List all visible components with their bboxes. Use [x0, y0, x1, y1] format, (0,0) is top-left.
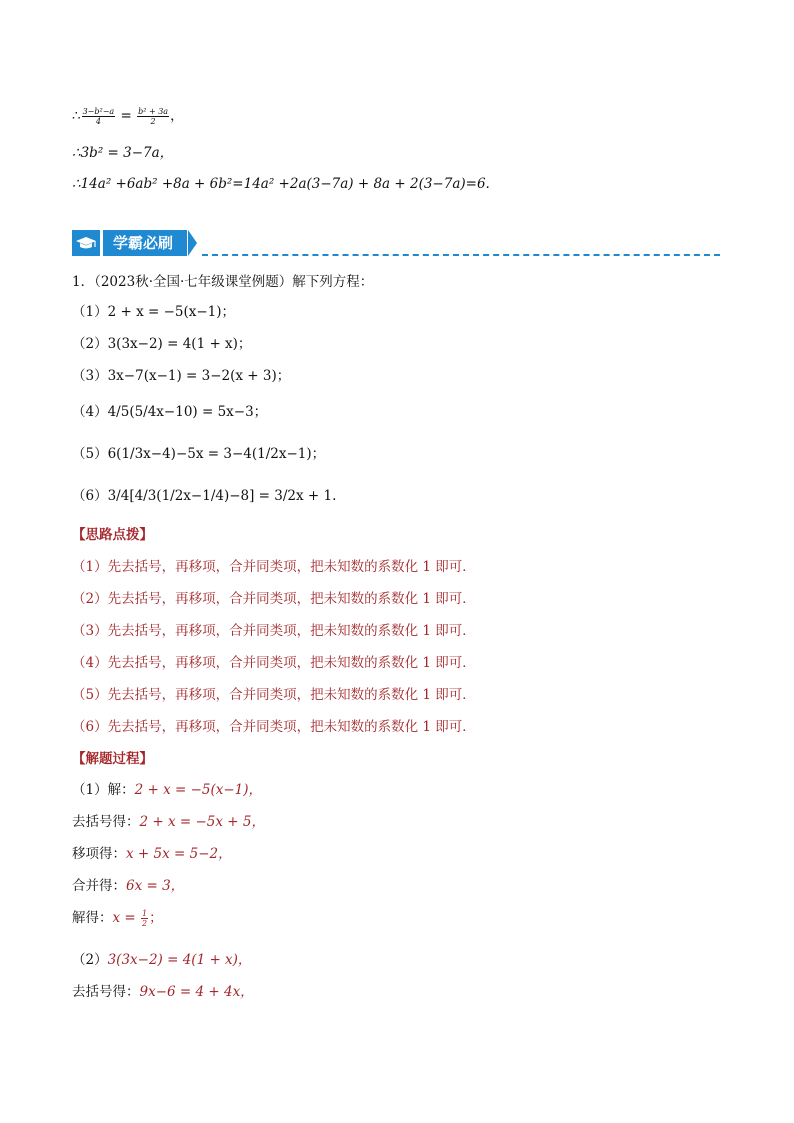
problem-item-6: （6）3/4[4/3(1/2x−1/4)−8] = 3/2x + 1. — [72, 488, 337, 504]
section-banner — [72, 230, 720, 256]
fraction-right-numerator: b² + 3a — [138, 107, 169, 116]
solution-line-2 — [72, 812, 265, 832]
solution-label: 解得： — [72, 910, 113, 926]
therefore-symbol: ∴ — [72, 108, 81, 124]
banner-arrow — [175, 230, 185, 256]
solution-label: （2） — [72, 952, 108, 968]
solution-expr: x = — [112, 910, 141, 926]
solution-fraction-numerator: 1 — [142, 909, 148, 918]
solution-expr: 6x = 3， — [126, 878, 185, 894]
hint-item-3: （3）先去括号，再移项，合并同类项，把未知数的系数化 1 即可． — [72, 623, 476, 639]
banner-title: 学霸必刷 — [103, 230, 187, 256]
solution-fraction — [141, 909, 148, 928]
derivation-line-1 — [72, 106, 184, 126]
problem-header: 1．（2023秋·全国·七年级课堂例题）解下列方程： — [72, 274, 374, 290]
derivation-line-2: ∴3b² = 3−7a， — [72, 145, 174, 161]
solution-label: 去括号得： — [72, 814, 140, 830]
equals-sign: = — [116, 108, 137, 124]
hint-item-6: （6）先去括号，再移项，合并同类项，把未知数的系数化 1 即可． — [72, 719, 476, 735]
hint-item-5: （5）先去括号，再移项，合并同类项，把未知数的系数化 1 即可． — [72, 687, 476, 703]
derivation-line-3: ∴14a² +6ab² +8a + 6b²=14a² +2a(3−7a) + 8a + 2(3−7a)=6. — [72, 176, 490, 192]
problem-item-5: （5）6(1/3x−4)−5x = 3−4(1/2x−1)； — [72, 446, 326, 462]
solution-fraction-denominator: 2 — [142, 919, 148, 928]
solution-label: 移项得： — [72, 846, 126, 862]
solution-title: 【解题过程】 — [72, 751, 153, 767]
graduation-cap-icon — [72, 230, 100, 256]
fraction-left-numerator: 3−b²−a — [82, 107, 115, 116]
solution-expr: x + 5x = 5−2， — [126, 846, 232, 862]
hint-item-2: （2）先去括号，再移项，合并同类项，把未知数的系数化 1 即可． — [72, 591, 476, 607]
problem-item-2: （2）3(3x−2) = 4(1 + x)； — [72, 336, 252, 352]
banner-dashed-rule — [202, 254, 720, 256]
solution-line-6 — [72, 950, 251, 970]
problem-item-3: （3）3x−7(x−1) = 3−2(x + 3)； — [72, 368, 291, 384]
line-suffix: ， — [170, 108, 184, 124]
hint-item-1: （1）先去括号，再移项，合并同类项，把未知数的系数化 1 即可． — [72, 559, 476, 575]
hints-title: 【思路点拨】 — [72, 527, 153, 543]
solution-line-4 — [72, 876, 184, 896]
solution-line-3 — [72, 844, 232, 864]
solution-expr: 2 + x = −5x + 5， — [139, 814, 265, 830]
solution-expr: 3(3x−2) = 4(1 + x)， — [107, 952, 252, 968]
solution-line-1 — [72, 780, 262, 800]
banner-chevron — [188, 230, 197, 256]
fraction-left-denominator: 4 — [95, 117, 101, 126]
solution-expr: 2 + x = −5(x−1)， — [134, 782, 263, 798]
fraction-right-denominator: 2 — [150, 117, 156, 126]
solution-label: （1）解： — [72, 782, 135, 798]
fraction-right — [137, 107, 169, 126]
solution-label: 合并得： — [72, 878, 126, 894]
hint-item-4: （4）先去括号，再移项，合并同类项，把未知数的系数化 1 即可． — [72, 655, 476, 671]
problem-item-1: （1）2 + x = −5(x−1)； — [72, 304, 236, 320]
solution-line-5 — [72, 908, 163, 928]
solution-label: 去括号得： — [72, 984, 140, 1000]
problem-item-4: （4）4/5(5/4x−10) = 5x−3； — [72, 404, 268, 420]
fraction-left — [82, 107, 116, 126]
solution-line-7 — [72, 982, 254, 1002]
solution-expr: 9x−6 = 4 + 4x， — [139, 984, 254, 1000]
solution-suffix: ； — [149, 910, 163, 926]
